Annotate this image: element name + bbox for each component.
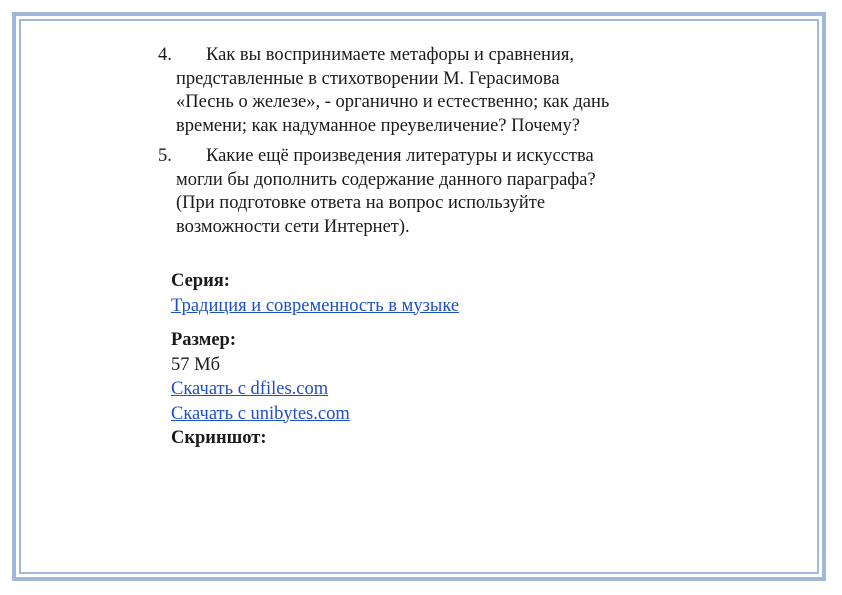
question-text <box>176 44 718 138</box>
screenshot-label: Скриншот: <box>171 428 267 448</box>
question-line: Какие ещё произведения литературы и искусства <box>206 146 594 166</box>
question-line: могли бы дополнить содержание данного параграфа? <box>176 169 596 190</box>
spacer <box>171 318 691 328</box>
download-info <box>171 269 691 451</box>
questions-list <box>158 44 718 239</box>
size-value: 57 Мб <box>171 354 220 375</box>
question-line: (При подготовке ответа на вопрос используйте <box>176 193 546 213</box>
question-line: Как вы воспринимаете метафоры и сравнения, <box>206 45 574 65</box>
question-text <box>176 145 718 239</box>
question-line: времени; как надуманное преувеличение? Почему? <box>176 115 580 136</box>
download-unibytes-link[interactable]: Скачать с unibytes.com <box>171 403 350 424</box>
question-line: представленные в стихотворении М. Герасимова <box>176 68 560 89</box>
question-number: 5. <box>158 146 172 166</box>
question-line: возможности сети Интернет). <box>176 216 410 237</box>
size-label: Размер: <box>171 330 236 350</box>
series-link[interactable]: Традиция и современность в музыке <box>171 295 460 316</box>
download-dfiles-link[interactable]: Скачать с dfiles.com <box>171 379 329 399</box>
question-5 <box>158 145 718 239</box>
question-line: «Песнь о железе», - органично и естественно; как дань <box>176 92 610 112</box>
question-4 <box>158 44 718 138</box>
question-number: 4. <box>158 45 172 65</box>
series-label: Серия: <box>171 271 230 291</box>
